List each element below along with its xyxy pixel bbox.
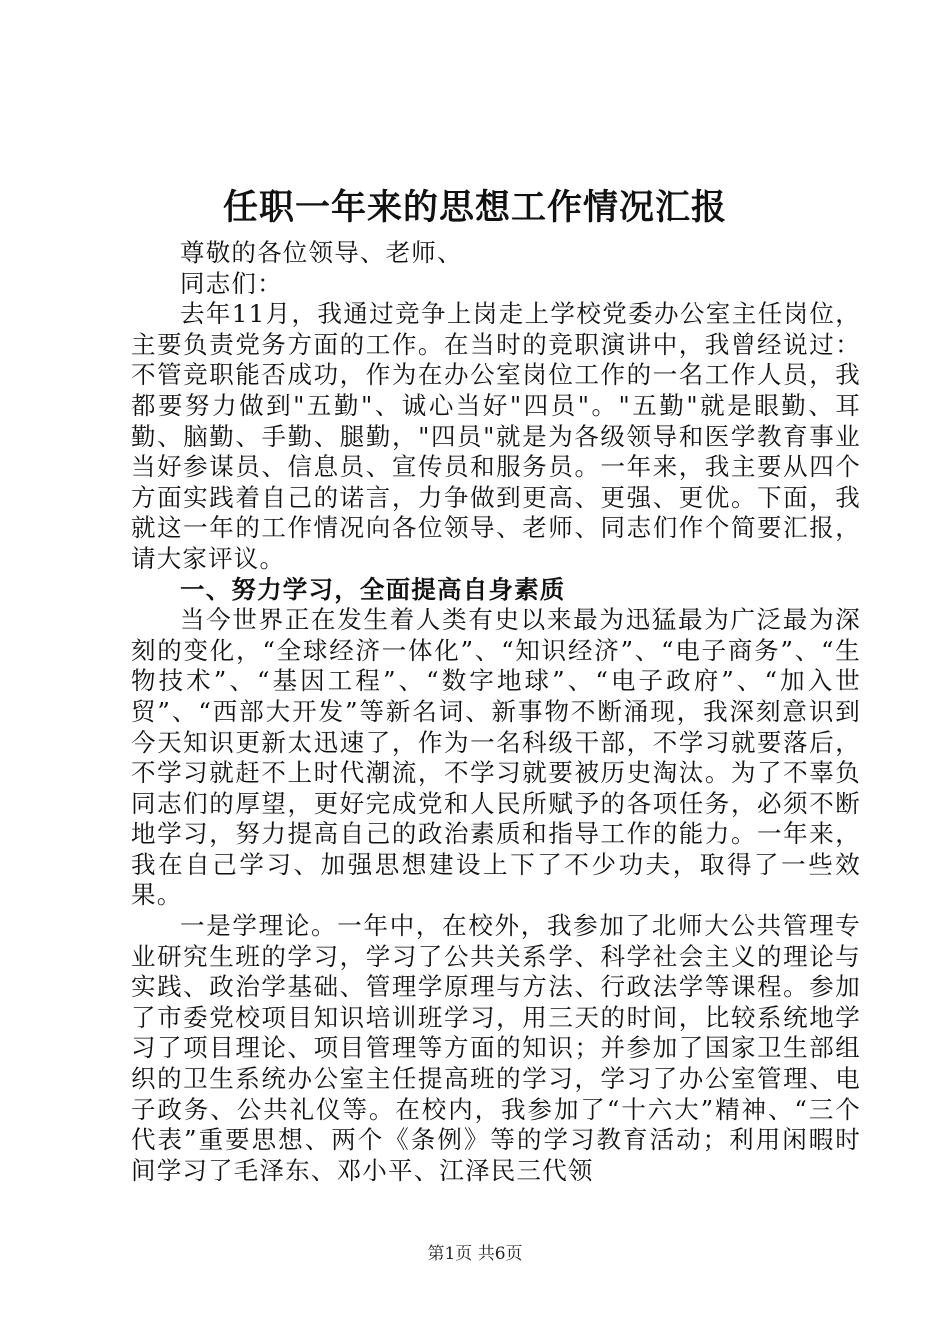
salutation-line-1: 尊敬的各位领导、老师、 [180,238,463,267]
body-paragraph: 当今世界正在发生着人类有史以来最为迅猛最为广泛最为深刻的变化，“全球经济一体化”、“知识经济”、“电子商务”、“生物技术”、“基因工程”、“数字地球”、“电子政府”、“加入世贸”、“西部大开发”等新名词、新事物不断涌现，我深刻意识到今天知识更新太迅速了，作为一名科级干部，不学习就要落后，不学习就赶不上时代潮流，不学习就要被历史淘汰。为了不辜负同志们的厚望，更好完成党和人民所赋予的各项任务，必须不断地学习，努力提高自己的政治素质和指导工作的能力。一年来，我在自己学习、加强思想建设上下了不少功夫，取得了一些效果。 [131,605,861,910]
document-title: 任职一年来的思想工作情况汇报 [222,187,727,228]
body-paragraph: 一是学理论。一年中，在校外，我参加了北师大公共管理专业研究生班的学习，学习了公共关系学、科学社会主义的理论与实践、政治学基础、管理学原理与方法、行政法学等课程。参加了市委党校项目知识培训班学习，用三天的时间，比较系统地学习了项目理论、项目管理等方面的知识；并参加了国家卫生部组织的卫生系统办公室主任提高班的学习，学习了办公室管理、电子政务、公共礼仪等。在校内，我参加了“十六大”精神、“三个代表”重要思想、两个《条例》等的学习教育活动；利用闲暇时间学习了毛泽东、邓小平、江泽民三代领 [131,911,861,1185]
section-heading: 一、努力学习，全面提高自身素质 [180,574,566,604]
intro-paragraph: 去年11月，我通过竞争上岗走上学校党委办公室主任岗位，主要负责党务方面的工作。在当时的竞职演讲中，我曾经说过：不管竞职能否成功，作为在办公室岗位工作的一名工作人员，我都要努力做到"五勤"、诚心当好"四员"。"五勤"就是眼勤、耳勤、脑勤、手勤、腿勤，"四员"就是为各级领导和医学教育事业当好参谋员、信息员、宣传员和服务员。一年来，我主要从四个方面实践着自己的诺言，力争做到更高、更强、更优。下面，我就这一年的工作情况向各位领导、老师、同志们作个简要汇报，请大家评议。 [131,299,861,573]
salutation-line-2: 同志们： [180,268,283,298]
document-body [131,238,861,1186]
page-number-footer: 第1页 共6页 [427,1244,523,1264]
